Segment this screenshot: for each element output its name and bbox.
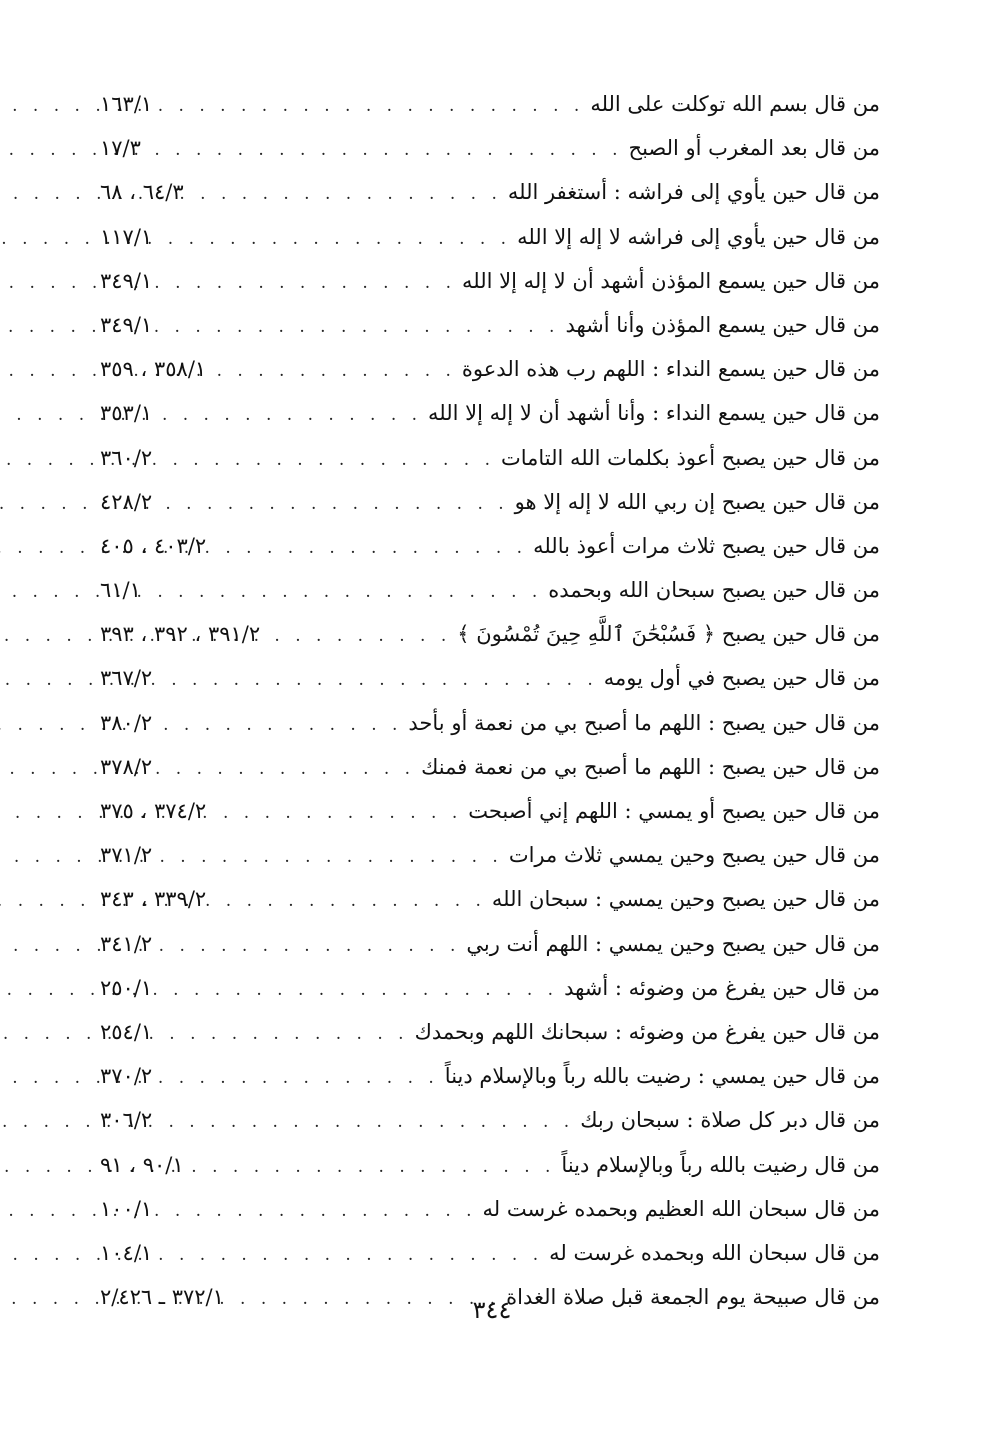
- leader-dots: [162, 1233, 543, 1277]
- index-entry: [100, 745, 880, 789]
- leader-dots: [151, 128, 623, 172]
- index-entry: [100, 259, 880, 303]
- leader-dots: [162, 747, 415, 791]
- entry-reference: ١٠٠/١: [100, 1196, 153, 1221]
- entry-reference: ٤٠٣/٢ ، ٤٠٥: [100, 533, 207, 558]
- index-entry: [100, 877, 880, 921]
- index-entry: [100, 1010, 880, 1054]
- entry-reference: ٩٠/١ ، ٩١: [100, 1152, 184, 1177]
- leader-dots: [162, 482, 508, 526]
- leader-dots: [162, 703, 402, 747]
- entry-text: من قال حين يصبح ثلاث مرات أعوذ بالله: [533, 533, 880, 558]
- entry-text: من قال حين يفرغ من وضوئه : أشهد: [564, 975, 880, 1000]
- entry-text: من قال حين يصبح سبحان الله وبحمده: [548, 578, 880, 603]
- leader-dots: [194, 1145, 556, 1189]
- entry-text: من قال دبر كل صلاة : سبحان ربك: [580, 1108, 880, 1133]
- leader-dots: [194, 172, 502, 216]
- entry-text: من قال حين يصبح أعوذ بكلمات الله التامات: [500, 445, 880, 470]
- index-entry: [100, 1098, 880, 1142]
- entry-reference: ١٧/٣: [100, 136, 141, 161]
- entry-reference: ٦١/١: [100, 578, 141, 603]
- entry-reference: ٣٤٩/١: [100, 268, 153, 293]
- leader-dots: [162, 393, 422, 437]
- entry-text: من قال صبيحة يوم الجمعة قبل صلاة الغداة: [506, 1285, 880, 1310]
- entry-reference: ٣٥٨/١ ، ٣٥٩: [100, 357, 207, 382]
- index-entry: [100, 568, 880, 612]
- leader-dots: [162, 658, 598, 702]
- entry-text: من قال حين يصبح وحين يمسي : اللهم أنت ربي: [466, 931, 880, 956]
- entry-text: من قال حين يفرغ من وضوئه : سبحانك اللهم وبحمدك: [414, 1019, 880, 1044]
- entry-text: من قال سبحان الله وبحمده غرست له: [549, 1240, 880, 1265]
- leader-dots: [162, 1100, 574, 1144]
- entry-text: من قال حين يصبح وحين يمسي ثلاث مرات: [508, 843, 880, 868]
- leader-dots: [162, 261, 456, 305]
- leader-dots: [162, 924, 460, 968]
- entry-text: من قال حين يسمع النداء : وأنا أشهد أن لا إله إلا الله: [428, 401, 880, 426]
- leader-dots: [162, 968, 558, 1012]
- index-entry: [100, 612, 880, 656]
- entry-reference: ٣٧٤/٢ ، ٣٧٥: [100, 799, 207, 823]
- index-entry: [100, 480, 880, 524]
- entry-reference: ٣٥٣/١: [100, 401, 153, 426]
- entry-reference: ١٦٣/١: [100, 92, 153, 116]
- entry-reference: ٣٣٩/٢ ، ٣٤٣: [100, 887, 207, 912]
- index-entry: [100, 833, 880, 877]
- index-entry: [100, 789, 880, 833]
- entry-text: من قال حين يأوي إلى فراشه لا إله إلا الله: [517, 224, 880, 249]
- leader-dots: [216, 791, 462, 835]
- index-entry: [100, 656, 880, 700]
- entry-text: من قال سبحان الله العظيم وبحمده غرست له: [482, 1196, 880, 1221]
- leader-dots: [151, 570, 542, 614]
- entry-text: من قال حين يسمع المؤذن أشهد أن لا إله إلا الله: [462, 268, 880, 293]
- index-entry: [100, 347, 880, 391]
- entry-reference: ١١٧/١: [100, 224, 153, 249]
- entry-reference: ٣٨٠/٢: [100, 710, 153, 735]
- entry-reference: ٢٥٤/١: [100, 1019, 153, 1044]
- entry-reference: ٣٤١/٢: [100, 931, 153, 956]
- index-entry: [100, 701, 880, 745]
- entry-text: من قال حين يأوي إلى فراشه : أستغفر الله: [507, 180, 880, 205]
- leader-dots: [162, 84, 584, 128]
- entry-text: من قال بعد المغرب أو الصبح: [628, 136, 880, 161]
- entry-reference: ٣٧١/٢: [100, 843, 153, 868]
- entry-text: من قال حين يصبح : اللهم ما أصبح بي من نعمة أو بأحد: [408, 710, 880, 735]
- leader-dots: [162, 217, 511, 261]
- index-entry: [100, 1054, 880, 1098]
- entry-reference: ٣٧٨/٢: [100, 754, 153, 779]
- entry-reference: ٣٦٧/٢: [100, 666, 153, 691]
- index-entry: [100, 303, 880, 347]
- index-entry: [100, 1187, 880, 1231]
- index-entry: [100, 391, 880, 435]
- index-entry: [100, 215, 880, 259]
- entry-reference: ٤٢٨/٢: [100, 489, 153, 514]
- index-entry: [100, 436, 880, 480]
- index-entry-list: [100, 82, 880, 1319]
- entry-text: من قال حين يسمع النداء : اللهم رب هذه الدعوة: [461, 357, 880, 382]
- leader-dots: [162, 1189, 476, 1233]
- entry-reference: ٢٥٠/١: [100, 975, 153, 1000]
- leader-dots: [162, 1056, 439, 1100]
- entry-reference: ٣٧٢/١ ـ ٢/٤٢٦: [100, 1285, 224, 1310]
- leader-dots: [162, 835, 503, 879]
- entry-text: من قال حين يمسي : رضيت بالله رباً وبالإسلام ديناً: [444, 1064, 880, 1089]
- entry-reference: ٣٩١/٢ ، ٣٩٢ ، ٣٩٣: [100, 622, 261, 647]
- index-entry: [100, 82, 880, 126]
- index-entry: [100, 1231, 880, 1275]
- entry-reference: ٦٤/٣ ، ٦٨: [100, 180, 184, 205]
- entry-text: من قال حين يصبح أو يمسي : اللهم إني أصبحت: [468, 799, 880, 823]
- leader-dots: [162, 438, 495, 482]
- entry-text: من قال حين يسمع المؤذن وأنا أشهد: [565, 312, 880, 337]
- entry-reference: ٣٠٦/٢: [100, 1108, 153, 1133]
- entry-reference: ٣٦٠/٢: [100, 445, 153, 470]
- leader-dots: [216, 526, 527, 570]
- entry-text: من قال رضيت بالله رباً وبالإسلام ديناً: [561, 1152, 880, 1177]
- entry-reference: ٣٧٠/٢: [100, 1064, 153, 1089]
- entry-text: من قال حين يصبح وحين يمسي : سبحان الله: [491, 887, 880, 912]
- leader-dots: [270, 614, 451, 658]
- entry-text: من قال حين يصبح ﴿ فَسُبْحَٰنَ ٱللَّهِ حِينَ تُمْسُونَ ﴾: [457, 622, 880, 647]
- entry-reference: ١٠٤/١: [100, 1240, 153, 1265]
- leader-dots: [162, 305, 559, 349]
- entry-text: من قال حين يصبح في أول يومه: [603, 666, 880, 691]
- entry-text: من قال بسم الله توكلت على الله: [590, 92, 880, 116]
- index-entry: [100, 1143, 880, 1187]
- entry-text: من قال حين يصبح إن ربي الله لا إله إلا هو: [514, 489, 880, 514]
- leader-dots: [216, 879, 486, 923]
- leader-dots: [162, 1012, 408, 1056]
- index-entry: [100, 922, 880, 966]
- leader-dots: [216, 349, 456, 393]
- index-entry: [100, 170, 880, 214]
- entry-reference: ٣٤٩/١: [100, 312, 153, 337]
- entry-text: من قال حين يصبح : اللهم ما أصبح بي من نعمة فمنك: [421, 754, 880, 779]
- page-number: ٣٤٤: [472, 1296, 512, 1324]
- index-entry: [100, 524, 880, 568]
- index-entry: [100, 966, 880, 1010]
- index-entry: [100, 126, 880, 170]
